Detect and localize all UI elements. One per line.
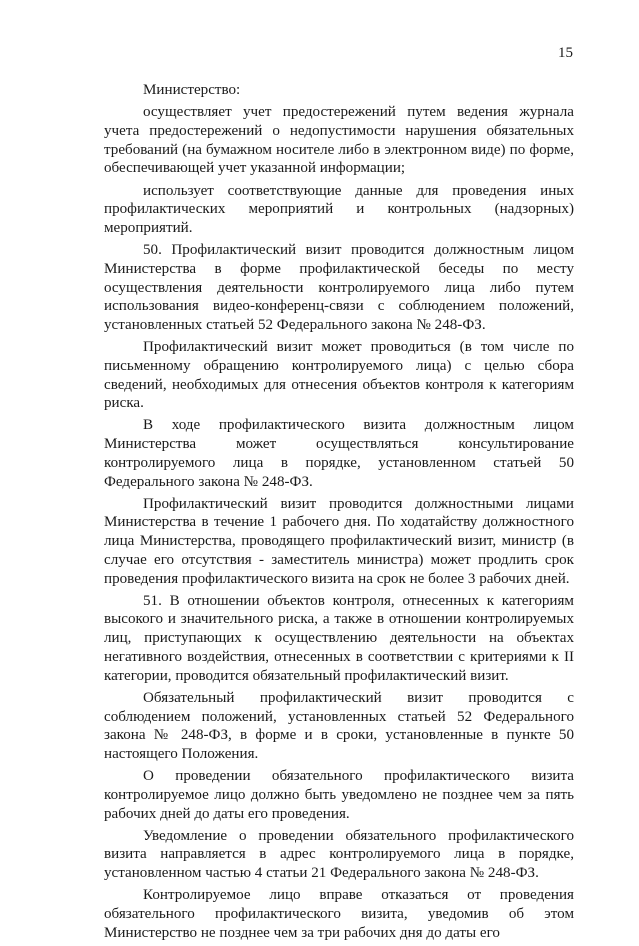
paragraph: использует соответствующие данные для проведения иных профилактических мероприятий и контрольных (надзорных) мероприятий. [104, 182, 574, 236]
paragraph: Профилактический визит проводится должностными лицами Министерства в течение 1 рабочего дня. По ходатайству должностного лица Министерства, проводящего профилактический визит, министр (в случае его отсутствия - заместитель министра) может продлить срок проведения профилактического визита на срок не более 3 рабочих дней. [104, 495, 574, 587]
paragraph: Профилактический визит может проводиться (в том числе по письменному обращению контролируемого лица) с целью сбора сведений, необходимых для отнесения объектов контроля к категориям риска. [104, 339, 574, 412]
paragraph: Обязательный профилактический визит проводится с соблюдением положений, установленных статьей 52 Федерального закона № 248-ФЗ, в форме и в сроки, установленные в пункте 50 настоящего Положения. [104, 689, 574, 762]
paragraph: 50. Профилактический визит проводится должностным лицом Министерства в форме профилактической беседы по месту осуществления деятельности контролируемого лица либо путем использования видео-конференц-связи с соблюдением положений, установленных статьей 52 Федерального закона № 248-ФЗ. [104, 242, 574, 333]
paragraph: В ходе профилактического визита должностным лицом Министерства может осуществляться консультирование контролируемого лица в порядке, установленном статьей 50 Федерального закона № 248-ФЗ. [104, 417, 574, 490]
paragraph: О проведении обязательного профилактического визита контролируемое лицо должно быть уведомлено не позднее чем за пять рабочих дней до даты его проведения. [104, 768, 574, 822]
paragraph: Министерство: [143, 82, 241, 98]
paragraph: Уведомление о проведении обязательного профилактического визита направляется в адрес контролируемого лица в порядке, установленном частью 4 статьи 21 Федерального закона № 248-ФЗ. [104, 827, 574, 882]
page-number: 15 [558, 45, 573, 61]
paragraph: осуществляет учет предостережений путем ведения журнала учета предостережений о недопустимости нарушения обязательных требований (на бумажном носителе либо в электронном виде) по форме, обеспечивающей учет указанной информации; [104, 104, 574, 177]
document-body [104, 81, 574, 946]
paragraph: 51. В отношении объектов контроля, отнесенных к категориям высокого и значительного риска, а также в отношении контролируемых лиц, приступающих к осуществлению деятельности на объектах негативного воздействия, отнесенных в соответствии с критериями к II категории, проводится обязательный профилактический визит. [104, 592, 574, 684]
paragraph: Контролируемое лицо вправе отказаться от проведения обязательного профилактического визита, уведомив об этом Министерство не позднее чем за три рабочих дня до даты его [104, 887, 574, 941]
